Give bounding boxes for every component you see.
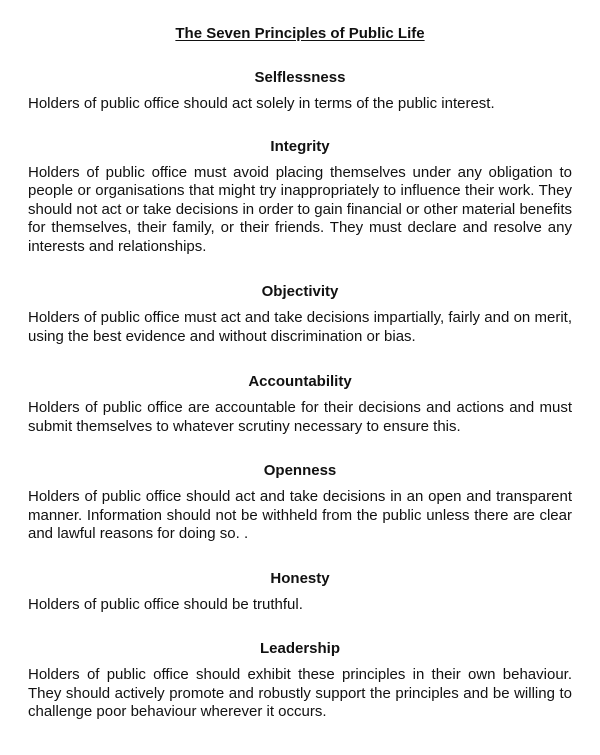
principle-section-leadership bbox=[28, 639, 572, 722]
section-heading: Openness bbox=[263, 462, 337, 479]
section-body: Holders of public office should exhibit these principles in their own behaviour. They should actively promote and robustly support the principles and be willing to challenge poor behaviour wherever it occurs. bbox=[28, 666, 572, 720]
section-body: Holders of public office should be truthful. bbox=[28, 595, 303, 613]
section-heading: Selflessness bbox=[254, 69, 346, 86]
principle-section-selflessness bbox=[28, 68, 572, 114]
section-heading: Accountability bbox=[248, 373, 352, 390]
section-body: Holders of public office should act solely in terms of the public interest. bbox=[28, 95, 495, 112]
section-body: Holders of public office must act and take decisions impartially, fairly and on merit, using the best evidence and without discrimination or bias. bbox=[28, 309, 572, 345]
section-heading: Honesty bbox=[270, 569, 330, 587]
section-body: Holders of public office must avoid placing themselves under any obligation to people or organisations that might try inappropriately to influence their work. They should not act or take decisions in order to gain financial or other material benefits for themselves, their family, or their friends. They must declare and resolve any interests and relationships. bbox=[28, 163, 572, 255]
principle-section-honesty bbox=[28, 569, 572, 615]
section-heading: Objectivity bbox=[261, 283, 339, 300]
principle-section-openness bbox=[28, 461, 572, 544]
section-body: Holders of public office are accountable for their decisions and actions and must submit themselves to whatever scrutiny necessary to ensure this. bbox=[28, 399, 572, 435]
document-title: The Seven Principles of Public Life bbox=[175, 25, 425, 42]
section-heading: Integrity bbox=[270, 137, 330, 155]
section-heading: Leadership bbox=[259, 640, 341, 657]
principle-section-accountability bbox=[28, 372, 572, 436]
principle-section-integrity bbox=[28, 137, 572, 257]
principle-section-objectivity bbox=[28, 282, 572, 346]
section-body: Holders of public office should act and take decisions in an open and transparent manner. Information should not be withheld from the public unless there are clear and lawful reasons for doing so. . bbox=[28, 488, 572, 542]
